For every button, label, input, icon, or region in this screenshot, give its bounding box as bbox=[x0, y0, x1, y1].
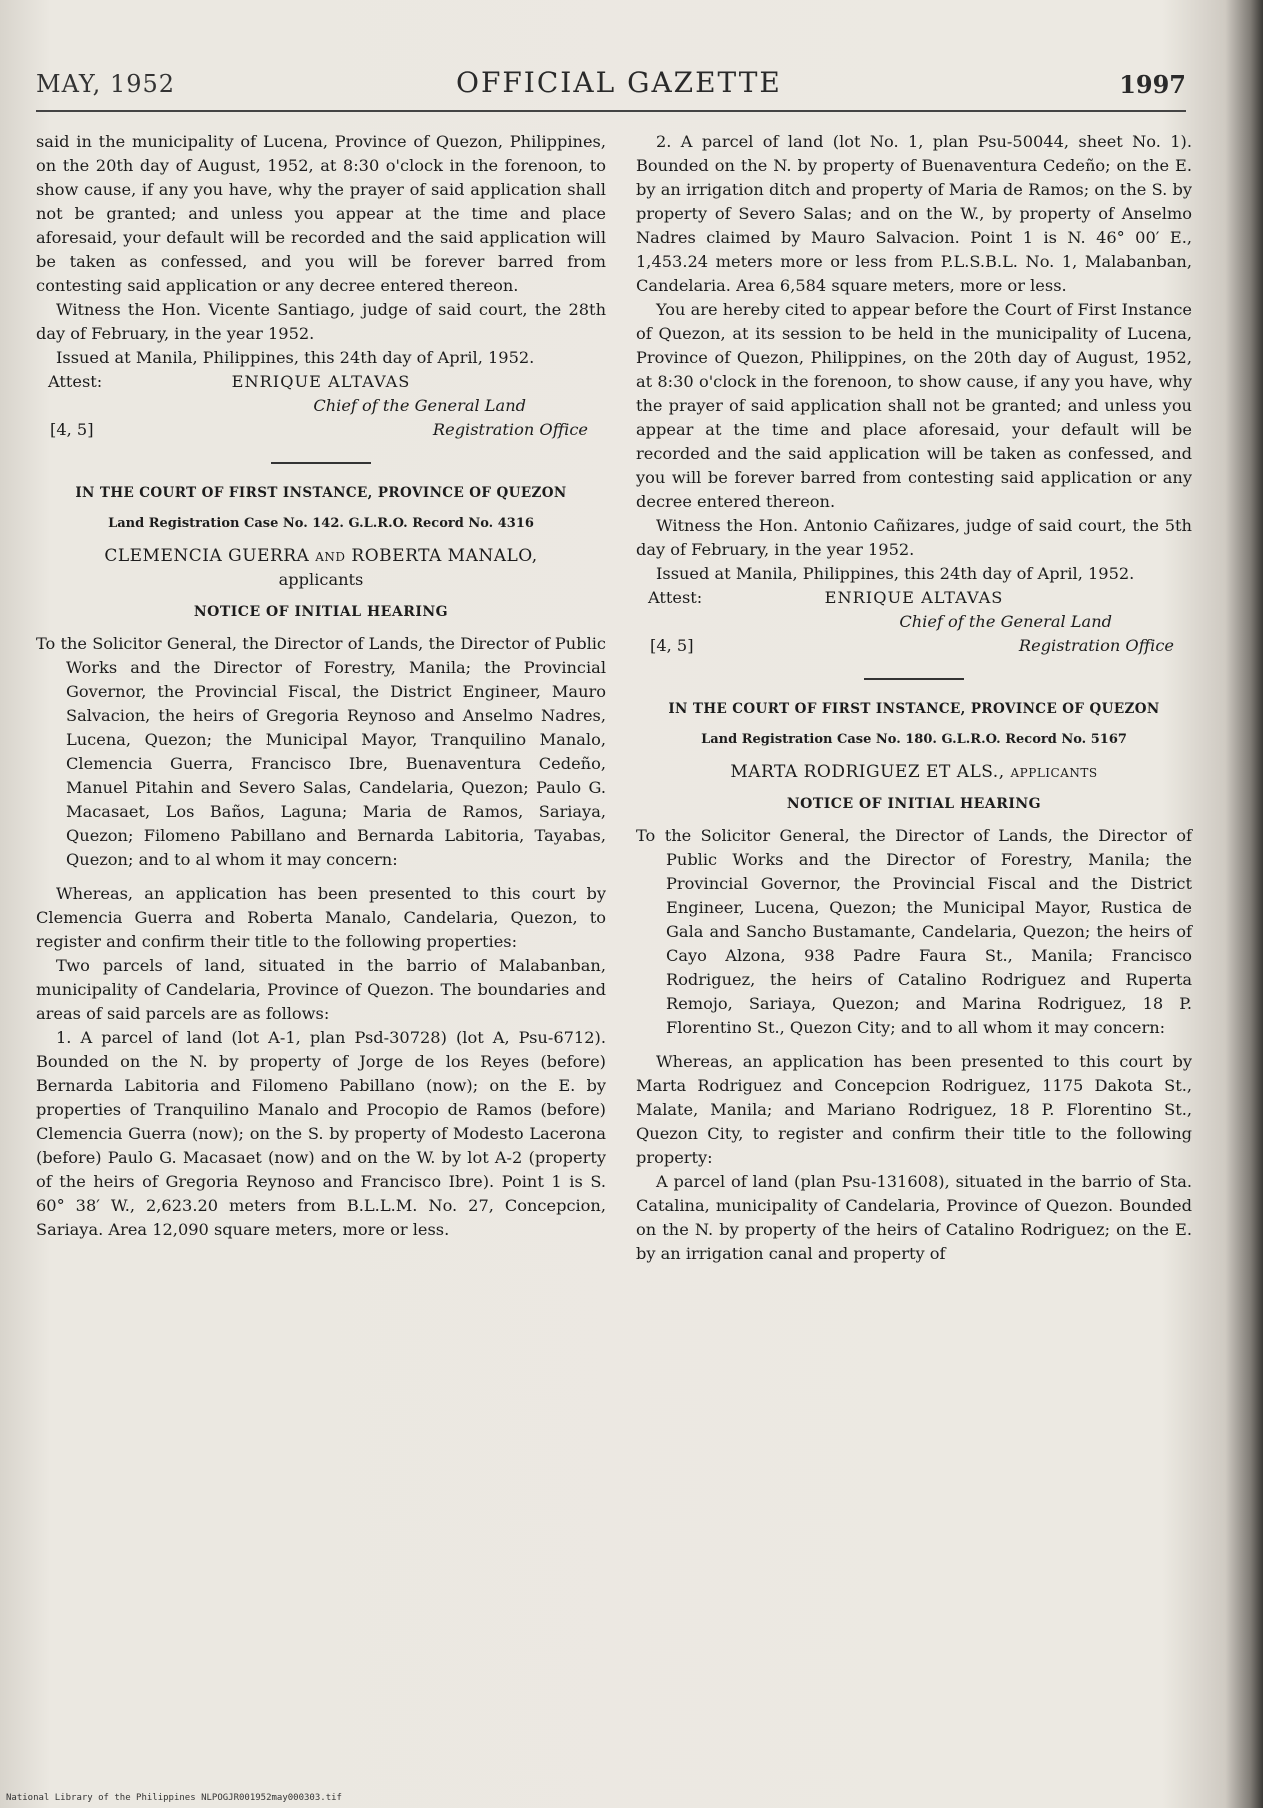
parcels-intro-paragraph: Two parcels of land, situated in the barrio of Malabanban, municipality of Candelaria, Province of Quezon. The boundaries and areas of said parcels are as follows: bbox=[36, 956, 606, 1023]
signatory-office: Registration Office bbox=[1018, 636, 1174, 655]
header-page-number: 1997 bbox=[1119, 70, 1186, 99]
signatory-office: Registration Office bbox=[432, 420, 588, 439]
issue-reference: [4, 5] bbox=[650, 636, 694, 655]
issued-paragraph: Issued at Manila, Philippines, this 24th day of April, 1952. bbox=[56, 348, 535, 367]
parcel-2-paragraph: 2. A parcel of land (lot No. 1, plan Psu-50044, sheet No. 1). Bounded on the N. by property of Buenaventura Cedeño; on the E. by an irrigation ditch and property of Maria de Ramos; on the S. by property of Severo Salas; and on the W., by property of Anselmo Nadres claimed by Mauro Salvacion. Point 1 is N. 46° 00′ E., 1,453.24 meters more or less from P.L.S.B.L. No. 1, Malabanban, Candelaria. Area 6,584 square meters, more or less. bbox=[636, 132, 1192, 295]
attest-label: Attest: bbox=[648, 588, 703, 607]
case-line: Land Registration Case No. 180. G.L.R.O. Record No. 5167 bbox=[701, 732, 1127, 747]
issued-paragraph: Issued at Manila, Philippines, this 24th day of April, 1952. bbox=[656, 564, 1135, 583]
right-column bbox=[636, 130, 1192, 1266]
signature-office-row bbox=[36, 418, 606, 442]
signatory-title: Chief of the General Land bbox=[313, 396, 526, 415]
header-title: OFFICIAL GAZETTE bbox=[456, 66, 782, 99]
applicants-label: applicants bbox=[278, 570, 364, 589]
cited-paragraph: You are hereby cited to appear before the Court of First Instance of Quezon, at its session to be held in the municipality of Lucena, Province of Quezon, Philippines, on the 20th day of August, 1952, at 8:30 o'clock in the forenoon, to show cause, if any you have, why the prayer of said application shall not be granted; and unless you appear at the time and place aforesaid, your default will be recorded and the said application will be taken as confessed, and you will be forever barred from contesting said application or any decree entered thereon. bbox=[636, 300, 1192, 511]
attest-row bbox=[636, 586, 1192, 610]
issue-reference: [4, 5] bbox=[50, 420, 94, 439]
scan-footer: National Library of the Philippines NLPOGJR001952may000303.tif bbox=[6, 1793, 342, 1803]
addressees-paragraph: To the Solicitor General, the Director of Lands, the Director of Public Works and the Director of Forestry, Manila; the Provincial Governor, the Provincial Fiscal, the District Engineer, Mauro Salvacion, the heirs of Gregoria Reynoso and Anselmo Nadres, Lucena, Quezon; the Municipal Mayor, Tranquilino Manalo, Clemencia Guerra, Francisco Ibre, Buenaventura Cedeño, Manuel Pitahin and Severo Salas, Candelaria, Quezon; Paulo G. Macasaet, Los Baños, Laguna; Maria de Ramos, Sariaya, Quezon; Filomeno Pabillano and Bernarda Labitoria, Tayabas, Quezon; and to al whom it may concern: bbox=[36, 634, 606, 869]
whereas-paragraph: Whereas, an application has been presented to this court by Marta Rodriguez and Concepcion Rodriguez, 1175 Dakota St., Malate, Manila; and Mariano Rodriguez, 18 P. Florentino St., Quezon City, to register and confirm their title to the following property: bbox=[636, 1052, 1192, 1167]
witness-paragraph: Witness the Hon. Vicente Santiago, judge of said court, the 28th day of February, in the year 1952. bbox=[36, 300, 606, 343]
case-line: Land Registration Case No. 142. G.L.R.O. Record No. 4316 bbox=[108, 516, 534, 531]
parcel-paragraph: A parcel of land (plan Psu-131608), situated in the barrio of Sta. Catalina, municipality of Candelaria, Province of Quezon. Bounded on the N. by property of the heirs of Catalino Rodriguez; on the E. by an irrigation canal and property of bbox=[636, 1172, 1192, 1263]
header-date: MAY, 1952 bbox=[36, 70, 176, 98]
section-divider bbox=[271, 462, 371, 464]
notice-heading: NOTICE OF INITIAL HEARING bbox=[193, 604, 449, 620]
whereas-paragraph: Whereas, an application has been presented to this court by Clemencia Guerra and Roberta Manalo, Candelaria, Quezon, to register and confirm their title to the following properties: bbox=[36, 884, 606, 951]
parcel-1-paragraph: 1. A parcel of land (lot A-1, plan Psd-30728) (lot A, Psu-6712). Bounded on the N. by property of Jorge de los Reyes (before) Bernarda Labitoria and Filomeno Pabillano (now); on the E. by properties of Tranquilino Manalo and Procopio de Ramos (before) Clemencia Guerra (now); on the S. by property of Modesto Lacerona (before) Paulo G. Macasaet (now) and on the W. by lot A-2 (property of the heirs of Gregoria Reynoso and Francisco Ibre). Point 1 is S. 60° 38′ W., 2,623.20 meters from B.L.L.M. No. 27, Concepcion, Sariaya. Area 12,090 square meters, more or less. bbox=[36, 1028, 606, 1239]
header-rule bbox=[36, 110, 1186, 112]
court-heading: IN THE COURT OF FIRST INSTANCE, PROVINCE OF QUEZON bbox=[668, 701, 1160, 717]
signatory-name: ENRIQUE ALTAVAS bbox=[824, 588, 1004, 607]
applicant-parties: CLEMENCIA GUERRA and ROBERTA MANALO, bbox=[104, 546, 538, 566]
attest-label: Attest: bbox=[48, 372, 103, 391]
signatory-title: Chief of the General Land bbox=[899, 612, 1112, 631]
applicant-parties: MARTA RODRIGUEZ ET ALS., applicants bbox=[730, 762, 1098, 782]
notice-heading: NOTICE OF INITIAL HEARING bbox=[786, 796, 1042, 812]
witness-paragraph: Witness the Hon. Antonio Cañizares, judge of said court, the 5th day of February, in the year 1952. bbox=[636, 516, 1192, 559]
page-header bbox=[36, 64, 1186, 104]
addressees-paragraph: To the Solicitor General, the Director of Lands, the Director of Public Works and the Director of Forestry, Manila; the Provincial Governor, the Provincial Fiscal and the District Engineer, Lucena, Quezon; the Municipal Mayor, Rustica de Gala and Sancho Bustamante, Candelaria, Quezon; the heirs of Cayo Alzona, 938 Padre Faura St., Manila; Francisco Rodriguez, the heirs of Catalino Rodriguez and Ruperta Remojo, Sariaya, Quezon; and Marina Rodriguez, 18 P. Florentino St., Quezon City; and to all whom it may concern: bbox=[636, 826, 1192, 1037]
continuation-paragraph: said in the municipality of Lucena, Province of Quezon, Philippines, on the 20th day of August, 1952, at 8:30 o'clock in the forenoon, to show cause, if any you have, why the prayer of said application shall not be granted; and unless you appear at the time and place aforesaid, your default will be recorded and the said application will be taken as confessed, and you will be forever barred from contesting said application or any decree entered thereon. bbox=[36, 132, 606, 295]
signature-office-row bbox=[636, 634, 1192, 658]
left-column bbox=[36, 130, 606, 1242]
attest-row bbox=[36, 370, 606, 394]
signatory-name: ENRIQUE ALTAVAS bbox=[231, 372, 411, 391]
section-divider bbox=[864, 678, 964, 680]
court-heading: IN THE COURT OF FIRST INSTANCE, PROVINCE OF QUEZON bbox=[75, 485, 567, 501]
